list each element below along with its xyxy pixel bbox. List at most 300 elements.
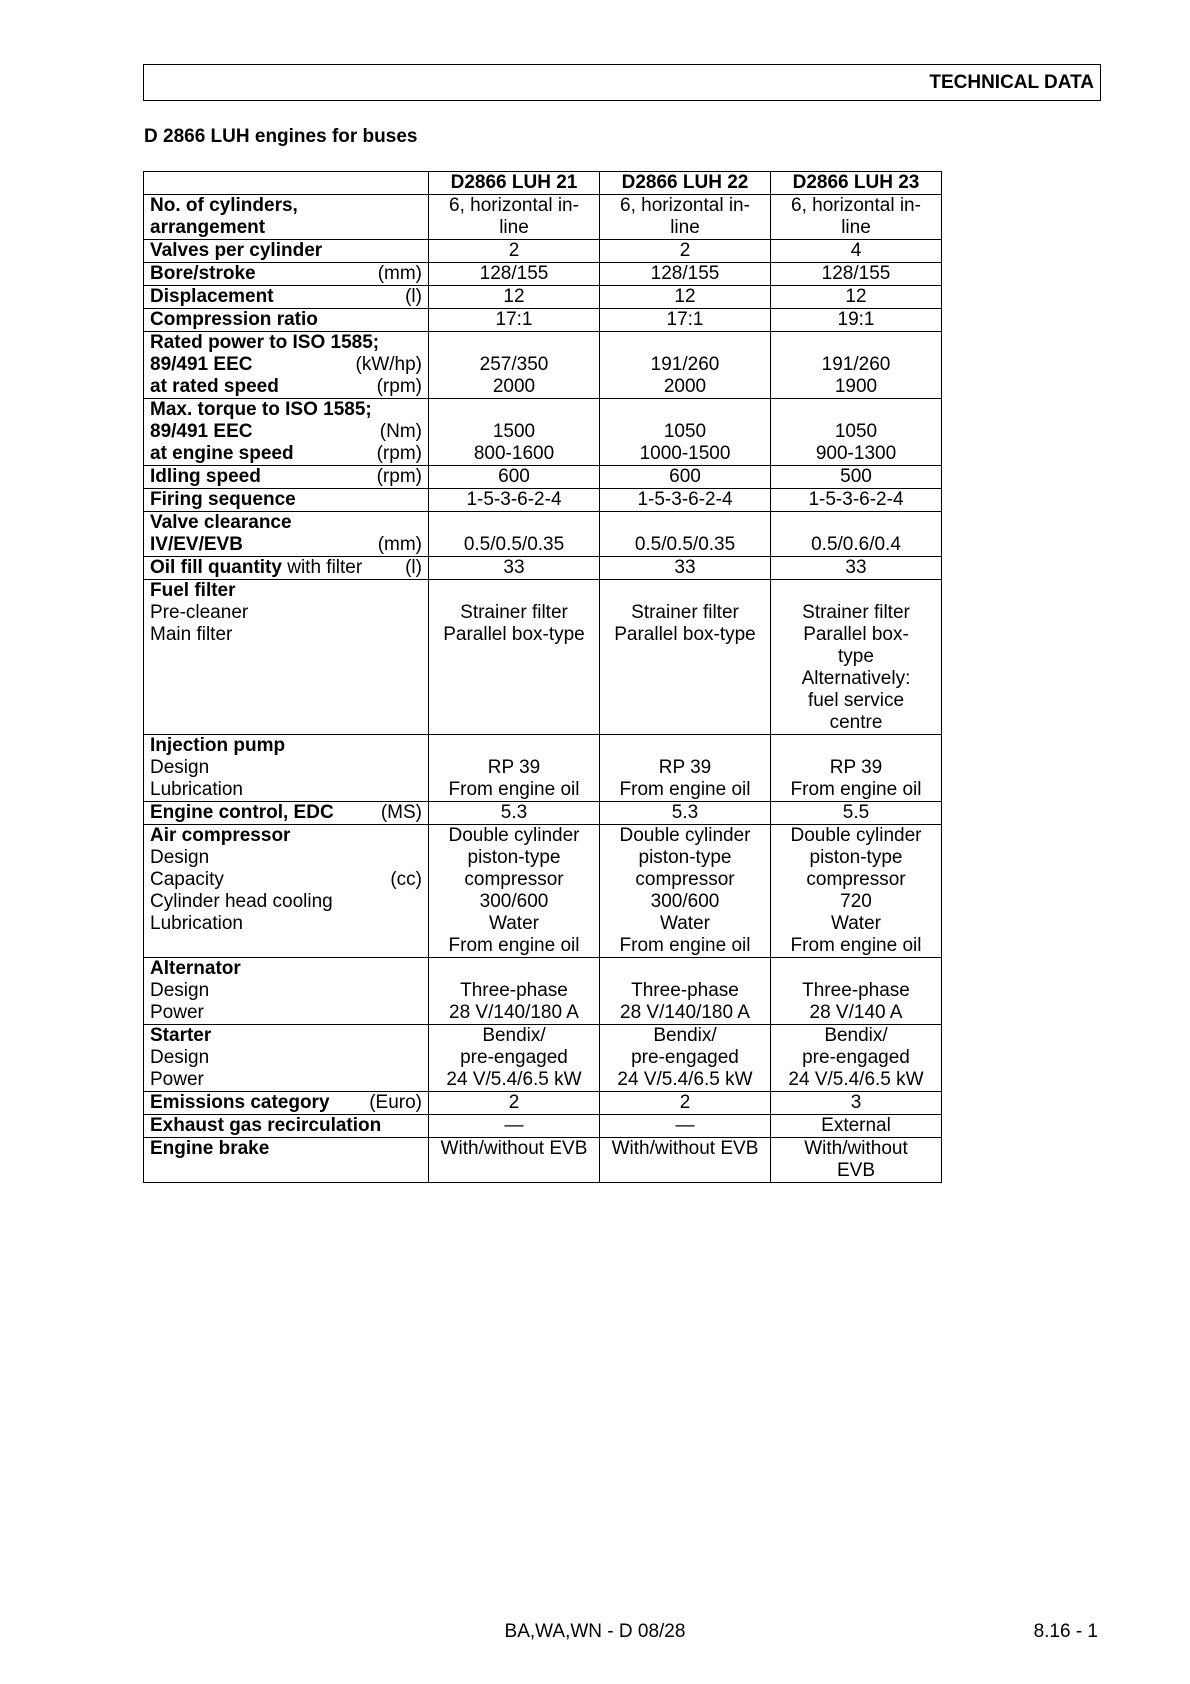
value-line: —	[504, 1115, 524, 1136]
row-label-bold: Air compressor	[150, 825, 291, 846]
row-label-cell	[144, 1092, 429, 1115]
row-label-line	[150, 913, 422, 935]
row-label-bold: Max. torque to ISO 1585;	[150, 399, 372, 420]
row-label-bold: Bore/stroke	[150, 263, 256, 284]
row-label-plain: Power	[150, 1069, 204, 1090]
row-label-text	[150, 195, 298, 217]
row-label-line	[150, 891, 422, 913]
value-cell	[771, 1138, 942, 1183]
table-row	[144, 263, 942, 286]
value-line: Water	[489, 913, 539, 934]
row-label-text	[150, 240, 322, 262]
row-label-text	[150, 421, 252, 443]
row-label-cell	[144, 240, 429, 263]
value-cell	[600, 286, 771, 309]
table-row	[144, 1025, 942, 1092]
value-line: pre-engaged	[460, 1047, 568, 1068]
row-label-cell	[144, 332, 429, 399]
value-cell	[771, 735, 942, 802]
value-cell	[600, 512, 771, 557]
value-line: Three-phase	[631, 980, 739, 1001]
value-cell	[429, 557, 600, 580]
row-label-bold: Rated power to ISO 1585;	[150, 332, 380, 353]
row-label-line	[150, 534, 422, 556]
value-line: 12	[845, 286, 867, 307]
value-line: 2	[508, 1092, 520, 1113]
row-label-line	[150, 847, 422, 869]
value-cell	[771, 332, 942, 399]
row-label-text	[150, 913, 243, 935]
value-cell	[429, 286, 600, 309]
value-line: 33	[674, 557, 696, 578]
value-line: Parallel box-type	[614, 624, 756, 645]
row-label-bold: 89/491 EEC	[150, 421, 253, 442]
value-cell	[600, 825, 771, 958]
row-label-cell	[144, 580, 429, 735]
row-label-line	[150, 1047, 422, 1069]
value-line: Bendix/	[824, 1025, 888, 1046]
value-cell	[600, 263, 771, 286]
value-line: fuel service	[807, 690, 905, 711]
value-line: 900-1300	[815, 443, 897, 464]
table-row	[144, 512, 942, 557]
value-line: 28 V/140/180 A	[620, 1002, 750, 1023]
value-line: From engine oil	[619, 935, 751, 956]
row-label-line	[150, 1092, 422, 1114]
row-label-bold: Alternator	[150, 958, 241, 979]
value-line: 2000	[663, 376, 707, 397]
row-label-text	[150, 466, 261, 488]
row-label-line	[150, 1115, 422, 1137]
value-line: Strainer filter	[802, 602, 910, 623]
row-label-cell	[144, 512, 429, 557]
row-label-line	[150, 1025, 422, 1047]
row-label-text	[150, 443, 294, 465]
value-cell	[429, 512, 600, 557]
value-line: 19:1	[837, 309, 875, 330]
value-line: 300/600	[650, 891, 720, 912]
row-label-line	[150, 735, 422, 757]
value-cell	[600, 240, 771, 263]
table-row	[144, 399, 942, 466]
row-label-plain: with filter	[281, 557, 363, 578]
value-line	[435, 580, 593, 602]
value-cell	[429, 1138, 600, 1183]
row-label-plain: Pre-cleaner	[150, 602, 249, 623]
row-label-bold: Compression ratio	[150, 309, 318, 330]
value-cell	[771, 512, 942, 557]
row-label-line	[150, 958, 422, 980]
row-label-text	[150, 399, 372, 421]
row-label-line	[150, 624, 422, 646]
value-line	[606, 580, 764, 602]
spec-table	[143, 171, 942, 1183]
value-line: 300/600	[479, 891, 549, 912]
value-line: 1900	[834, 376, 878, 397]
row-label-plain: Design	[150, 980, 210, 1001]
value-line	[777, 580, 935, 602]
table-row	[144, 1092, 942, 1115]
value-cell	[771, 1115, 942, 1138]
row-unit: (mm)	[377, 534, 422, 555]
value-line: 6, horizontal in-	[620, 195, 750, 216]
value-cell	[429, 489, 600, 512]
value-line: 2	[508, 240, 520, 261]
value-line: compressor	[635, 869, 735, 890]
row-unit: (l)	[405, 557, 422, 578]
row-label-text	[150, 332, 379, 354]
row-label-text	[150, 1115, 381, 1137]
value-line: Parallel box-	[803, 624, 909, 645]
value-line: 5.3	[671, 802, 699, 823]
value-cell	[771, 309, 942, 332]
row-label-line	[150, 240, 422, 262]
row-unit: (cc)	[390, 869, 422, 890]
row-label-bold: No. of cylinders,	[150, 195, 298, 216]
value-line: 1-5-3-6-2-4	[466, 489, 562, 510]
row-label-bold: Fuel filter	[150, 580, 236, 601]
value-line: 4	[850, 240, 862, 261]
row-label-line	[150, 309, 422, 331]
value-cell	[429, 240, 600, 263]
column-header: D2866 LUH 21	[429, 172, 600, 195]
value-cell	[429, 1115, 600, 1138]
value-line: 800-1600	[473, 443, 555, 464]
value-cell	[429, 802, 600, 825]
row-label-text	[150, 602, 248, 624]
table-row	[144, 825, 942, 958]
row-label-text	[150, 735, 285, 757]
value-cell	[429, 580, 600, 735]
row-label-bold: IV/EV/EVB	[150, 534, 243, 555]
value-cell	[429, 195, 600, 240]
value-line: piston-type	[467, 847, 561, 868]
value-cell	[600, 580, 771, 735]
row-label-text	[150, 354, 252, 376]
row-label-cell	[144, 466, 429, 489]
row-unit: (rpm)	[376, 443, 422, 464]
row-label-bold: Displacement	[150, 286, 274, 307]
row-label-bold: Exhaust gas recirculation	[150, 1115, 382, 1136]
table-row	[144, 286, 942, 309]
row-label-cell	[144, 286, 429, 309]
row-label-bold: at rated speed	[150, 376, 279, 397]
header-box	[143, 64, 1101, 101]
row-unit: (rpm)	[376, 376, 422, 397]
value-line: 0.5/0.6/0.4	[811, 534, 901, 555]
value-line: 24 V/5.4/6.5 kW	[788, 1069, 924, 1090]
row-label-text	[150, 1069, 204, 1091]
row-label-line	[150, 217, 422, 239]
value-line: 1050	[834, 421, 878, 442]
value-line: Bendix/	[482, 1025, 546, 1046]
value-line: 0.5/0.5/0.35	[634, 534, 736, 555]
value-line: 600	[669, 466, 701, 487]
row-label-text	[150, 512, 292, 534]
value-cell	[600, 958, 771, 1025]
value-cell	[600, 332, 771, 399]
table-row	[144, 309, 942, 332]
row-label-line	[150, 443, 422, 465]
row-label-line	[150, 512, 422, 534]
column-header: D2866 LUH 23	[771, 172, 942, 195]
value-cell	[429, 1025, 600, 1092]
row-label-bold: Valve clearance	[150, 512, 292, 533]
row-label-plain: Main filter	[150, 624, 233, 645]
section-title: TECHNICAL DATA	[929, 72, 1094, 93]
value-cell	[771, 1025, 942, 1092]
value-line: Parallel box-type	[443, 624, 585, 645]
row-label-plain: Capacity	[150, 869, 224, 890]
row-unit: (MS)	[380, 802, 422, 823]
value-line: RP 39	[658, 757, 712, 778]
row-label-text	[150, 847, 209, 869]
row-label-text	[150, 869, 224, 891]
value-line: From engine oil	[619, 779, 751, 800]
value-line: 1-5-3-6-2-4	[808, 489, 904, 510]
row-label-text	[150, 958, 241, 980]
row-label-cell	[144, 1138, 429, 1183]
row-label-bold: Emissions category	[150, 1092, 330, 1113]
row-label-text	[150, 757, 209, 779]
value-line: Three-phase	[802, 980, 910, 1001]
row-label-line	[150, 421, 422, 443]
value-line: Water	[660, 913, 710, 934]
value-line: 6, horizontal in-	[449, 195, 579, 216]
row-label-line	[150, 825, 422, 847]
value-line: 6, horizontal in-	[791, 195, 921, 216]
value-line: Strainer filter	[631, 602, 739, 623]
row-label-line	[150, 802, 422, 824]
row-label-cell	[144, 309, 429, 332]
row-label-text	[150, 1047, 209, 1069]
row-label-cell	[144, 263, 429, 286]
row-label-bold: Oil fill quantity	[150, 557, 282, 578]
value-line: 5.3	[500, 802, 528, 823]
row-label-cell	[144, 399, 429, 466]
value-line: With/without	[804, 1138, 908, 1159]
value-line: 500	[840, 466, 872, 487]
value-line: compressor	[464, 869, 564, 890]
value-cell	[771, 286, 942, 309]
value-line: 33	[503, 557, 525, 578]
value-line: Strainer filter	[460, 602, 568, 623]
value-line: Three-phase	[460, 980, 568, 1001]
value-line: 3	[850, 1092, 862, 1113]
value-line: 2000	[492, 376, 536, 397]
value-line: 17:1	[666, 309, 704, 330]
footer-doc-ref: BA,WA,WN - D 08/28	[504, 1621, 686, 1642]
value-cell	[600, 735, 771, 802]
value-line: piston-type	[809, 847, 903, 868]
row-label-cell	[144, 1025, 429, 1092]
row-label-line	[150, 1069, 422, 1091]
row-label-line	[150, 195, 422, 217]
table-row	[144, 557, 942, 580]
value-line: type	[838, 646, 874, 667]
value-line: 128/155	[650, 263, 720, 284]
value-line: 24 V/5.4/6.5 kW	[446, 1069, 582, 1090]
value-line: line	[670, 217, 700, 238]
row-label-line	[150, 354, 422, 376]
row-label-cell	[144, 195, 429, 240]
table-row	[144, 735, 942, 802]
value-cell	[771, 489, 942, 512]
value-cell	[600, 1092, 771, 1115]
row-label-cell	[144, 825, 429, 958]
value-line: RP 39	[487, 757, 541, 778]
row-label-bold: Injection pump	[150, 735, 286, 756]
row-label-bold: at engine speed	[150, 443, 294, 464]
row-label-text	[150, 779, 243, 801]
column-header: D2866 LUH 22	[600, 172, 771, 195]
value-cell	[600, 309, 771, 332]
row-label-line	[150, 580, 422, 602]
row-label-text	[150, 1092, 330, 1114]
value-cell	[771, 240, 942, 263]
row-unit: (Nm)	[379, 421, 422, 442]
value-line: 33	[845, 557, 867, 578]
table-row	[144, 1138, 942, 1183]
table-row	[144, 195, 942, 240]
row-label-text	[150, 980, 209, 1002]
value-cell	[429, 735, 600, 802]
row-label-bold: Idling speed	[150, 466, 261, 487]
value-cell	[771, 263, 942, 286]
row-label-line	[150, 263, 422, 285]
value-line: compressor	[806, 869, 906, 890]
value-line: With/without EVB	[611, 1138, 759, 1159]
row-label-text	[150, 825, 290, 847]
value-line: 24 V/5.4/6.5 kW	[617, 1069, 753, 1090]
row-unit: (Euro)	[369, 1092, 422, 1113]
row-label-cell	[144, 1115, 429, 1138]
value-cell	[771, 466, 942, 489]
value-cell	[429, 332, 600, 399]
row-label-plain: Design	[150, 1047, 210, 1068]
value-line: From engine oil	[448, 935, 580, 956]
row-label-text	[150, 891, 333, 913]
row-label-text	[150, 286, 274, 308]
row-label-line	[150, 869, 422, 891]
row-label-line	[150, 466, 422, 488]
row-label-text	[150, 580, 236, 602]
page-title: D 2866 LUH engines for buses	[144, 126, 418, 147]
row-label-text	[150, 1138, 269, 1160]
value-line: —	[675, 1115, 695, 1136]
row-label-plain: Design	[150, 757, 210, 778]
value-line: Water	[831, 913, 881, 934]
row-label-bold: Firing sequence	[150, 489, 296, 510]
table-row	[144, 466, 942, 489]
value-cell	[771, 399, 942, 466]
row-label-cell	[144, 557, 429, 580]
table-row	[144, 580, 942, 735]
row-label-line	[150, 779, 422, 801]
value-cell	[771, 825, 942, 958]
table-header-row	[144, 172, 942, 195]
row-label-bold: Engine control, EDC	[150, 802, 334, 823]
row-label-text	[150, 1002, 204, 1024]
value-line: piston-type	[638, 847, 732, 868]
value-line: 2	[679, 1092, 691, 1113]
table-row	[144, 1115, 942, 1138]
value-line: 2	[679, 240, 691, 261]
row-label-plain: Lubrication	[150, 779, 243, 800]
row-label-text	[150, 557, 362, 579]
table-row	[144, 240, 942, 263]
value-cell	[429, 399, 600, 466]
row-label-line	[150, 1002, 422, 1024]
value-line: 28 V/140/180 A	[449, 1002, 579, 1023]
value-line: 600	[498, 466, 530, 487]
row-label-line	[150, 399, 422, 421]
table-row	[144, 489, 942, 512]
value-line: pre-engaged	[802, 1047, 910, 1068]
value-cell	[429, 263, 600, 286]
row-label-line	[150, 376, 422, 398]
value-line: 257/350	[479, 354, 549, 375]
row-label-line	[150, 286, 422, 308]
value-line: 17:1	[495, 309, 533, 330]
value-cell	[771, 195, 942, 240]
value-cell	[429, 466, 600, 489]
value-line: 1500	[492, 421, 536, 442]
value-cell	[429, 309, 600, 332]
row-label-text	[150, 534, 243, 556]
value-cell	[600, 1025, 771, 1092]
value-cell	[429, 958, 600, 1025]
row-unit: (kW/hp)	[355, 354, 422, 375]
value-line: From engine oil	[790, 779, 922, 800]
row-label-cell	[144, 489, 429, 512]
row-unit: (mm)	[377, 263, 422, 284]
row-label-text	[150, 802, 334, 824]
value-line: Double cylinder	[619, 825, 751, 846]
value-line: 12	[674, 286, 696, 307]
row-label-line	[150, 332, 422, 354]
table-row	[144, 958, 942, 1025]
row-label-bold: Engine brake	[150, 1138, 270, 1159]
value-line: 5.5	[842, 802, 870, 823]
row-label-cell	[144, 802, 429, 825]
value-line: External	[821, 1115, 891, 1136]
row-label-line	[150, 980, 422, 1002]
value-line: centre	[829, 712, 883, 733]
value-cell	[600, 802, 771, 825]
row-label-text	[150, 376, 279, 398]
value-line: 128/155	[479, 263, 549, 284]
row-label-plain: Cylinder head cooling	[150, 891, 333, 912]
value-cell	[600, 466, 771, 489]
value-line: line	[499, 217, 529, 238]
value-line: From engine oil	[790, 935, 922, 956]
value-cell	[429, 825, 600, 958]
row-label-plain: Lubrication	[150, 913, 243, 934]
row-label-cell	[144, 735, 429, 802]
row-label-bold: arrangement	[150, 217, 266, 238]
value-cell	[600, 1138, 771, 1183]
value-cell	[771, 557, 942, 580]
value-cell	[771, 1092, 942, 1115]
value-line: 12	[503, 286, 525, 307]
row-label-line	[150, 602, 422, 624]
row-label-line	[150, 557, 422, 579]
table-row	[144, 332, 942, 399]
value-cell	[771, 580, 942, 735]
row-label-line	[150, 1138, 422, 1160]
value-line: 191/260	[821, 354, 891, 375]
